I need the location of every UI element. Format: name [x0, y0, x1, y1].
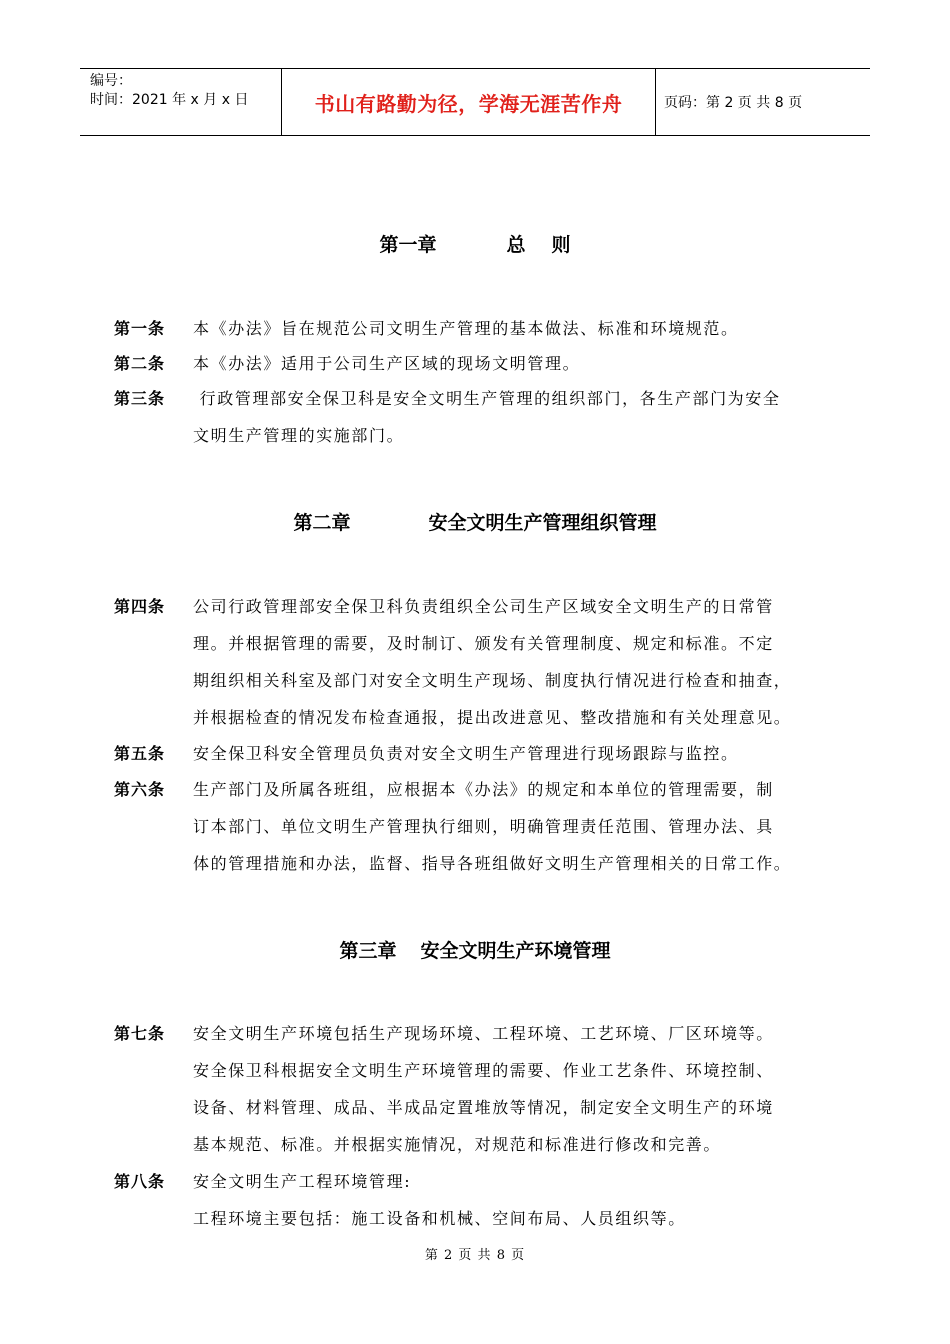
article-line: 安全文明生产工程环境管理: — [193, 1172, 412, 1191]
chapter-2-heading — [0, 508, 950, 535]
chapter-1-title-part1: 总 — [506, 234, 526, 256]
header-motto: 书山有路勤为径，学海无涯苦作舟 — [282, 69, 656, 135]
chapter-2-number: 第二章 — [293, 512, 351, 534]
article-line: 公司行政管理部安全保卫科负责组织全公司生产区域安全文明生产的日常管 — [193, 597, 774, 616]
article-label: 第六条 — [114, 780, 166, 799]
article-body — [193, 1015, 854, 1163]
article-body — [193, 735, 854, 772]
article-1 — [114, 310, 854, 347]
article-body — [193, 380, 854, 454]
article-line: 安全保卫科根据安全文明生产环境管理的需要、作业工艺条件、环境控制、 — [193, 1061, 774, 1080]
article-line: 行政管理部安全保卫科是安全文明生产管理的组织部门，各生产部门为安全 — [193, 389, 781, 408]
article-7 — [114, 1015, 854, 1163]
article-5 — [114, 735, 854, 772]
article-label: 第七条 — [114, 1024, 166, 1043]
article-label: 第三条 — [114, 389, 166, 408]
article-line: 本《办法》旨在规范公司文明生产管理的基本做法、标准和环境规范。 — [193, 319, 739, 338]
chapter-1-heading — [0, 230, 950, 257]
header-meta — [80, 69, 282, 135]
article-line: 安全文明生产环境包括生产现场环境、工程环境、工艺环境、厂区环境等。 — [193, 1024, 774, 1043]
article-line: 体的管理措施和办法，监督、指导各班组做好文明生产管理相关的日常工作。 — [193, 854, 792, 873]
article-label: 第五条 — [114, 744, 166, 763]
article-line: 设备、材料管理、成品、半成品定置堆放等情况，制定安全文明生产的环境 — [193, 1098, 774, 1117]
article-body — [193, 771, 854, 882]
article-2 — [114, 345, 854, 382]
article-line: 并根据检查的情况发布检查通报，提出改进意见、整改措施和有关处理意见。 — [193, 708, 792, 727]
document-date-label: 时间：2021 年 x 月 x 日 — [90, 92, 249, 108]
article-line: 生产部门及所属各班组，应根据本《办法》的规定和本单位的管理需要，制 — [193, 780, 774, 799]
article-body — [193, 1163, 854, 1237]
article-body — [193, 345, 854, 382]
article-line: 订本部门、单位文明生产管理执行细则，明确管理责任范围、管理办法、具 — [193, 817, 774, 836]
chapter-1-title-part2: 则 — [551, 234, 571, 256]
document-number-label: 编号： — [90, 73, 132, 89]
header-page-label: 页码：第 2 页 共 8 页 — [664, 95, 803, 111]
article-6 — [114, 771, 854, 882]
chapter-1-number: 第一章 — [379, 234, 437, 256]
article-label: 第一条 — [114, 319, 166, 338]
article-line: 工程环境主要包括：施工设备和机械、空间布局、人员组织等。 — [193, 1209, 686, 1228]
article-4 — [114, 588, 854, 736]
article-body — [193, 310, 854, 347]
chapter-3-number: 第三章 — [339, 940, 397, 962]
article-3 — [114, 380, 854, 454]
article-line: 本《办法》适用于公司生产区域的现场文明管理。 — [193, 354, 581, 373]
article-label: 第四条 — [114, 597, 166, 616]
article-line: 安全保卫科安全管理员负责对安全文明生产管理进行现场跟踪与监控。 — [193, 744, 739, 763]
article-line: 理。并根据管理的需要，及时制订、颁发有关管理制度、规定和标准。不定 — [193, 634, 774, 653]
article-line: 期组织相关科室及部门对安全文明生产现场、制度执行情况进行检查和抽查， — [193, 671, 792, 690]
chapter-3-title: 安全文明生产环境管理 — [420, 940, 611, 962]
chapter-2-title: 安全文明生产管理组织管理 — [428, 512, 657, 534]
article-label: 第八条 — [114, 1172, 166, 1191]
article-8 — [114, 1163, 854, 1237]
article-label: 第二条 — [114, 354, 166, 373]
article-line: 基本规范、标准。并根据实施情况，对规范和标准进行修改和完善。 — [193, 1135, 722, 1154]
article-body — [193, 588, 854, 736]
chapter-3-heading — [0, 936, 950, 963]
page-footer: 第 2 页 共 8 页 — [424, 1248, 526, 1263]
document-header — [80, 68, 870, 136]
article-line: 文明生产管理的实施部门。 — [193, 426, 405, 445]
